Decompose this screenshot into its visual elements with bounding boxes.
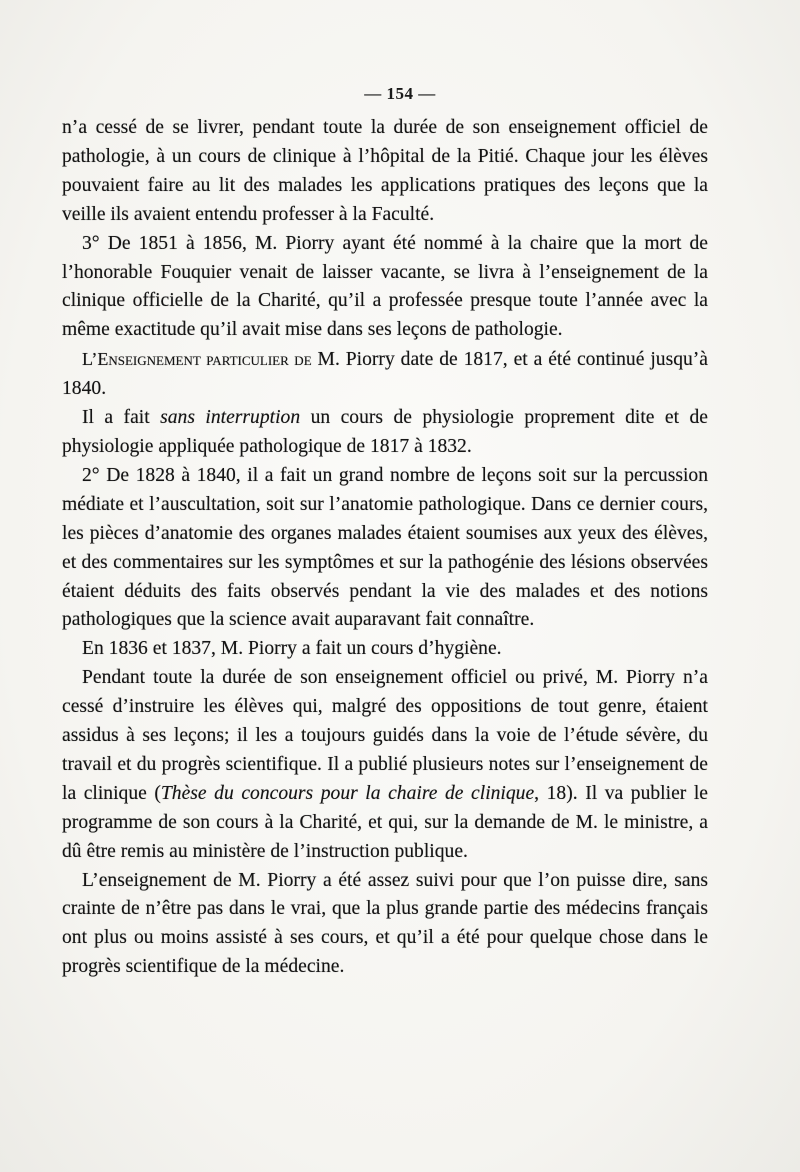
paragraph-text: Pendant toute la durée de son enseignement officiel ou privé, M. Piorry n’a cessé d’instruire les élèves qui, malgré des oppositions de tout genre, étaient assidus à ses leçons; il les a toujours guidés dans la voie de l’étude sévère, du travail et du progrès scientifique. Il a publié plusieurs notes sur l’enseignement de la clinique ( — [62, 667, 708, 804]
section-heading-smallcaps: L’Enseignement particulier de — [82, 349, 312, 370]
paragraph-text: M. Piorry date de 1817, et a été continué jusqu’à 1840. — [62, 349, 709, 400]
paragraph-hygiene: En 1836 et 1837, M. Piorry a fait un cours d’hygiène. — [82, 638, 502, 660]
paragraph-enseignement-particulier — [62, 345, 708, 404]
page-number: — 154 — — [364, 84, 436, 103]
paragraph-percussion: 2° De 1828 à 1840, il a fait un grand nombre de leçons soit sur la percussion médiate et l’auscultation, soit sur l’anatomie pathologique. Dans ce dernier cours, les pièces d’anatomie des organes malades étaient soumises aux yeux des élèves, et des commentaires sur les symptômes et sur la pathogénie des lésions observées étaient déduits des faits observés pendant la vie des malades et des notions pathologiques que la science avait auparavant fait connaître. — [62, 464, 708, 631]
paragraph-clinique-officielle: 3° De 1851 à 1856, M. Piorry ayant été nommé à la chaire que la mort de l’honorable Fouquier venait de laisser vacante, se livra à l’enseignement de la clinique officielle de la Charité, qu’il a professée presque toute l’année avec la même exactitude qu’il avait mise dans ses leçons de pathologie. — [62, 232, 708, 341]
paragraph-text: , 18). Il va publier le programme de son cours à la Charité, et qui, sur la demande de M. le ministre, a dû être remis au ministère de l’instruction publique. — [62, 782, 708, 862]
body-text — [62, 114, 708, 982]
paragraph-physiologie — [62, 404, 708, 462]
italic-citation: Thèse du concours pour la chaire de clinique — [160, 782, 535, 804]
paragraph-conclusion: L’enseignement de M. Piorry a été assez suivi pour que l’on puisse dire, sans crainte de n’être pas dans le vrai, que la plus grande partie des médecins français ont plus ou moins assisté à ses cours, et qu’il a été pour quelque chose dans le progrès scientifique de la médecine. — [62, 869, 708, 978]
paragraph-text: un cours de physiologie proprement dite et de physiologie appliquée pathologique de 1817 à 1832. — [62, 407, 708, 457]
paragraph-enseignement-officiel — [62, 664, 708, 866]
paragraph-text: Il a fait — [82, 407, 161, 429]
paragraph-continuation: n’a cessé de se livrer, pendant toute la durée de son enseignement officiel de pathologie, à un cours de clinique à l’hôpital de la Pitié. Chaque jour les élèves pouvaient faire au lit des malades les applications pratiques des leçons que la veille ils avaient entendu professer à la Faculté. — [62, 117, 708, 225]
italic-emphasis: sans interruption — [160, 407, 301, 429]
